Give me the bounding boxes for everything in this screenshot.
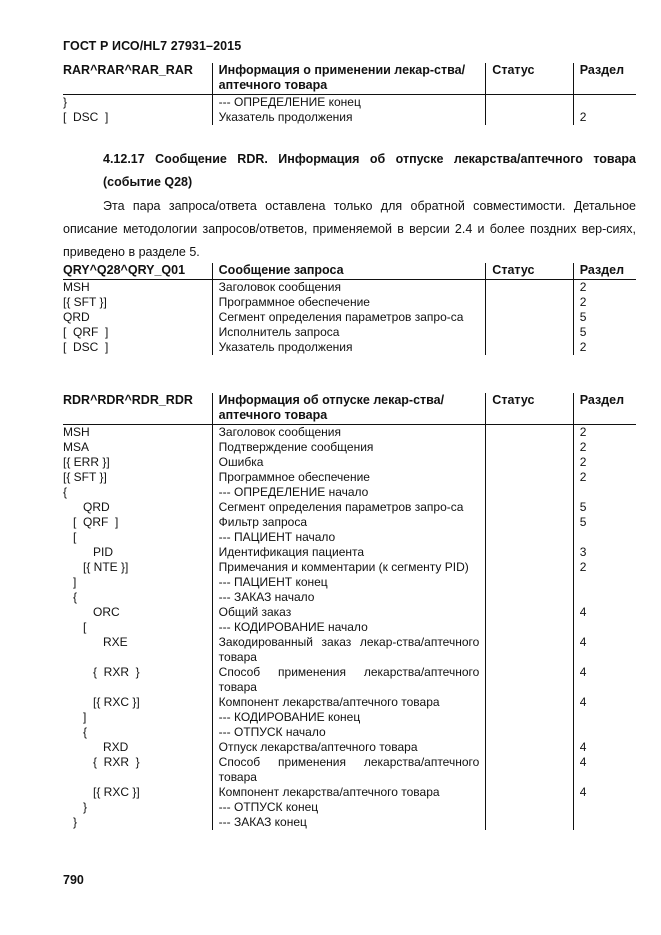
description-cell: Общий заказ bbox=[212, 605, 486, 620]
section-cell: 2 bbox=[573, 295, 636, 310]
status-cell bbox=[486, 800, 573, 815]
page-number: 790 bbox=[63, 873, 84, 887]
description-cell: --- ПАЦИЕНТ начало bbox=[212, 530, 486, 545]
section-cell: 3 bbox=[573, 545, 636, 560]
table-row bbox=[63, 545, 636, 560]
table-row bbox=[63, 325, 636, 340]
status-cell bbox=[486, 440, 573, 455]
table-row bbox=[63, 310, 636, 325]
column-header-section: Раздел bbox=[573, 393, 636, 425]
section-cell bbox=[573, 725, 636, 740]
section-cell: 5 bbox=[573, 500, 636, 515]
description-cell: --- КОДИРОВАНИЕ конец bbox=[212, 710, 486, 725]
table-rdr-message bbox=[63, 393, 636, 830]
status-cell bbox=[486, 280, 573, 296]
status-cell bbox=[486, 665, 573, 695]
description-cell: Закодированный заказ лекар-ства/аптечного товара bbox=[212, 635, 486, 665]
table-row bbox=[63, 635, 636, 665]
description-cell: Отпуск лекарства/аптечного товара bbox=[212, 740, 486, 755]
section-cell: 2 bbox=[573, 340, 636, 355]
status-cell bbox=[486, 95, 573, 111]
description-cell: Подтверждение сообщения bbox=[212, 440, 486, 455]
status-cell bbox=[486, 425, 573, 441]
column-header-segment: QRY^Q28^QRY_Q01 bbox=[63, 263, 212, 280]
segment-cell: PID bbox=[63, 545, 114, 559]
table-row bbox=[63, 710, 636, 725]
column-header-description: Информация об отпуске лекар-ства/аптечного товара bbox=[212, 393, 486, 425]
description-cell: --- ОПРЕДЕЛЕНИЕ конец bbox=[212, 95, 486, 111]
table-row bbox=[63, 665, 636, 695]
standard-header: ГОСТ Р ИСО/HL7 27931–2015 bbox=[63, 39, 242, 53]
table-row bbox=[63, 440, 636, 455]
section-heading: 4.12.17 Сообщение RDR. Информация об отпуске лекарства/аптечного товара (событие Q28) bbox=[103, 152, 636, 189]
table-row bbox=[63, 755, 636, 785]
section-cell: 2 bbox=[573, 470, 636, 485]
description-cell: Заголовок сообщения bbox=[212, 425, 486, 441]
table-row bbox=[63, 605, 636, 620]
status-cell bbox=[486, 530, 573, 545]
table-row bbox=[63, 95, 636, 111]
segment-cell: RXD bbox=[63, 740, 129, 754]
status-cell bbox=[486, 590, 573, 605]
description-cell: --- КОДИРОВАНИЕ начало bbox=[212, 620, 486, 635]
section-cell: 4 bbox=[573, 635, 636, 665]
segment-cell: [{ ERR }] bbox=[63, 455, 110, 469]
table-row bbox=[63, 560, 636, 575]
table-row bbox=[63, 295, 636, 310]
segment-cell: [ DSC ] bbox=[63, 340, 109, 354]
description-cell: Сегмент определения параметров запро-са bbox=[212, 310, 486, 325]
status-cell bbox=[486, 710, 573, 725]
segment-cell: MSA bbox=[63, 440, 90, 454]
table-row bbox=[63, 695, 636, 710]
segment-cell: [ DSC ] bbox=[63, 110, 109, 124]
status-cell bbox=[486, 695, 573, 710]
segment-cell: { bbox=[63, 725, 88, 739]
segment-cell: [ QRF ] bbox=[63, 325, 109, 339]
table-row bbox=[63, 800, 636, 815]
section-cell: 4 bbox=[573, 785, 636, 800]
segment-cell: } bbox=[63, 800, 88, 814]
description-cell: Фильтр запроса bbox=[212, 515, 486, 530]
segment-cell: [ bbox=[63, 530, 77, 544]
status-cell bbox=[486, 635, 573, 665]
table-row bbox=[63, 725, 636, 740]
table-header-row bbox=[63, 263, 636, 280]
status-cell bbox=[486, 755, 573, 785]
table-row bbox=[63, 575, 636, 590]
segment-cell: [{ NTE }] bbox=[63, 560, 129, 574]
status-cell bbox=[486, 545, 573, 560]
section-cell bbox=[573, 575, 636, 590]
table-header-row bbox=[63, 63, 636, 95]
section-cell bbox=[573, 95, 636, 111]
table-row bbox=[63, 280, 636, 296]
status-cell bbox=[486, 310, 573, 325]
description-cell: Примечания и комментарии (к сегменту PID) bbox=[212, 560, 486, 575]
section-cell bbox=[573, 620, 636, 635]
status-cell bbox=[486, 455, 573, 470]
segment-cell: [ bbox=[63, 620, 87, 634]
column-header-status: Статус bbox=[486, 263, 573, 280]
status-cell bbox=[486, 575, 573, 590]
status-cell bbox=[486, 725, 573, 740]
table-row bbox=[63, 740, 636, 755]
table-row bbox=[63, 620, 636, 635]
status-cell bbox=[486, 605, 573, 620]
section-cell bbox=[573, 800, 636, 815]
section-cell: 2 bbox=[573, 425, 636, 441]
table-row bbox=[63, 425, 636, 441]
status-cell bbox=[486, 740, 573, 755]
table-qry-message bbox=[63, 263, 636, 355]
column-header-description: Сообщение запроса bbox=[212, 263, 486, 280]
status-cell bbox=[486, 110, 573, 125]
description-cell: Указатель продолжения bbox=[212, 110, 486, 125]
section-cell: 4 bbox=[573, 695, 636, 710]
status-cell bbox=[486, 295, 573, 310]
segment-cell: [{ SFT }] bbox=[63, 295, 107, 309]
section-cell bbox=[573, 710, 636, 725]
section-cell: 2 bbox=[573, 110, 636, 125]
segment-cell: [{ RXC }] bbox=[63, 695, 140, 709]
table-row bbox=[63, 340, 636, 355]
section-paragraph: Эта пара запроса/ответа оставлена только для обратной совместимости. Детальное описание методологии запросов/ответов, применяемой в версии 2.4 и более поздних вер-сиях, приведено в разделе 5. bbox=[63, 199, 636, 259]
column-header-description: Информация о применении лекар-ства/аптечного товара bbox=[212, 63, 486, 95]
table-row bbox=[63, 455, 636, 470]
segment-cell: ] bbox=[63, 710, 87, 724]
section-cell: 5 bbox=[573, 515, 636, 530]
segment-cell: { RXR } bbox=[63, 755, 140, 769]
section-cell bbox=[573, 590, 636, 605]
column-header-segment: RDR^RDR^RDR_RDR bbox=[63, 393, 212, 425]
section-cell: 4 bbox=[573, 755, 636, 785]
segment-cell: RXE bbox=[63, 635, 128, 649]
description-cell: --- ОТПУСК конец bbox=[212, 800, 486, 815]
section-cell: 5 bbox=[573, 310, 636, 325]
segment-cell: } bbox=[63, 95, 68, 109]
table-body bbox=[63, 425, 636, 831]
description-cell: --- ПАЦИЕНТ конец bbox=[212, 575, 486, 590]
table-row bbox=[63, 110, 636, 125]
description-cell: Программное обеспечение bbox=[212, 470, 486, 485]
section-cell: 4 bbox=[573, 740, 636, 755]
description-cell: Заголовок сообщения bbox=[212, 280, 486, 296]
description-cell: --- ЗАКАЗ начало bbox=[212, 590, 486, 605]
segment-cell: ORC bbox=[63, 605, 120, 619]
table-rar-message bbox=[63, 63, 636, 125]
description-cell: Компонент лекарства/аптечного товара bbox=[212, 785, 486, 800]
table-header-row bbox=[63, 393, 636, 425]
description-cell: --- ОПРЕДЕЛЕНИЕ начало bbox=[212, 485, 486, 500]
column-header-status: Статус bbox=[486, 393, 573, 425]
segment-cell: [{ SFT }] bbox=[63, 470, 107, 484]
table-row bbox=[63, 485, 636, 500]
table-row bbox=[63, 470, 636, 485]
table-row bbox=[63, 590, 636, 605]
status-cell bbox=[486, 485, 573, 500]
column-header-section: Раздел bbox=[573, 63, 636, 95]
segment-cell: MSH bbox=[63, 280, 90, 294]
section-cell bbox=[573, 530, 636, 545]
description-cell: --- ОТПУСК начало bbox=[212, 725, 486, 740]
description-cell: Способ применения лекарства/аптечного товара bbox=[212, 665, 486, 695]
section-cell bbox=[573, 815, 636, 830]
status-cell bbox=[486, 325, 573, 340]
description-cell: Программное обеспечение bbox=[212, 295, 486, 310]
description-cell: Способ применения лекарства/аптечного товара bbox=[212, 755, 486, 785]
segment-cell: { bbox=[63, 590, 78, 604]
status-cell bbox=[486, 785, 573, 800]
section-cell bbox=[573, 485, 636, 500]
segment-cell: { RXR } bbox=[63, 665, 140, 679]
table-row bbox=[63, 500, 636, 515]
segment-cell: } bbox=[63, 815, 78, 829]
table-body bbox=[63, 95, 636, 126]
status-cell bbox=[486, 470, 573, 485]
table-body bbox=[63, 280, 636, 356]
segment-cell: MSH bbox=[63, 425, 90, 439]
table-row bbox=[63, 785, 636, 800]
status-cell bbox=[486, 515, 573, 530]
segment-cell: QRD bbox=[63, 500, 110, 514]
description-cell: Компонент лекарства/аптечного товара bbox=[212, 695, 486, 710]
description-cell: Указатель продолжения bbox=[212, 340, 486, 355]
section-cell: 2 bbox=[573, 560, 636, 575]
status-cell bbox=[486, 815, 573, 830]
segment-cell: { bbox=[63, 485, 68, 499]
description-cell: --- ЗАКАЗ конец bbox=[212, 815, 486, 830]
table-row bbox=[63, 515, 636, 530]
section-cell: 4 bbox=[573, 605, 636, 620]
description-cell: Сегмент определения параметров запро-са bbox=[212, 500, 486, 515]
segment-cell: [{ RXC }] bbox=[63, 785, 140, 799]
description-cell: Исполнитель запроса bbox=[212, 325, 486, 340]
column-header-section: Раздел bbox=[573, 263, 636, 280]
status-cell bbox=[486, 620, 573, 635]
status-cell bbox=[486, 340, 573, 355]
description-cell: Ошибка bbox=[212, 455, 486, 470]
status-cell bbox=[486, 560, 573, 575]
segment-cell: [ QRF ] bbox=[63, 515, 119, 529]
status-cell bbox=[486, 500, 573, 515]
segment-cell: ] bbox=[63, 575, 77, 589]
section-cell: 2 bbox=[573, 280, 636, 296]
segment-cell: QRD bbox=[63, 310, 90, 324]
column-header-status: Статус bbox=[486, 63, 573, 95]
section-cell: 2 bbox=[573, 455, 636, 470]
section-cell: 4 bbox=[573, 665, 636, 695]
column-header-segment: RAR^RAR^RAR_RAR bbox=[63, 63, 212, 95]
table-row bbox=[63, 530, 636, 545]
section-cell: 5 bbox=[573, 325, 636, 340]
table-row bbox=[63, 815, 636, 830]
section-cell: 2 bbox=[573, 440, 636, 455]
description-cell: Идентификация пациента bbox=[212, 545, 486, 560]
